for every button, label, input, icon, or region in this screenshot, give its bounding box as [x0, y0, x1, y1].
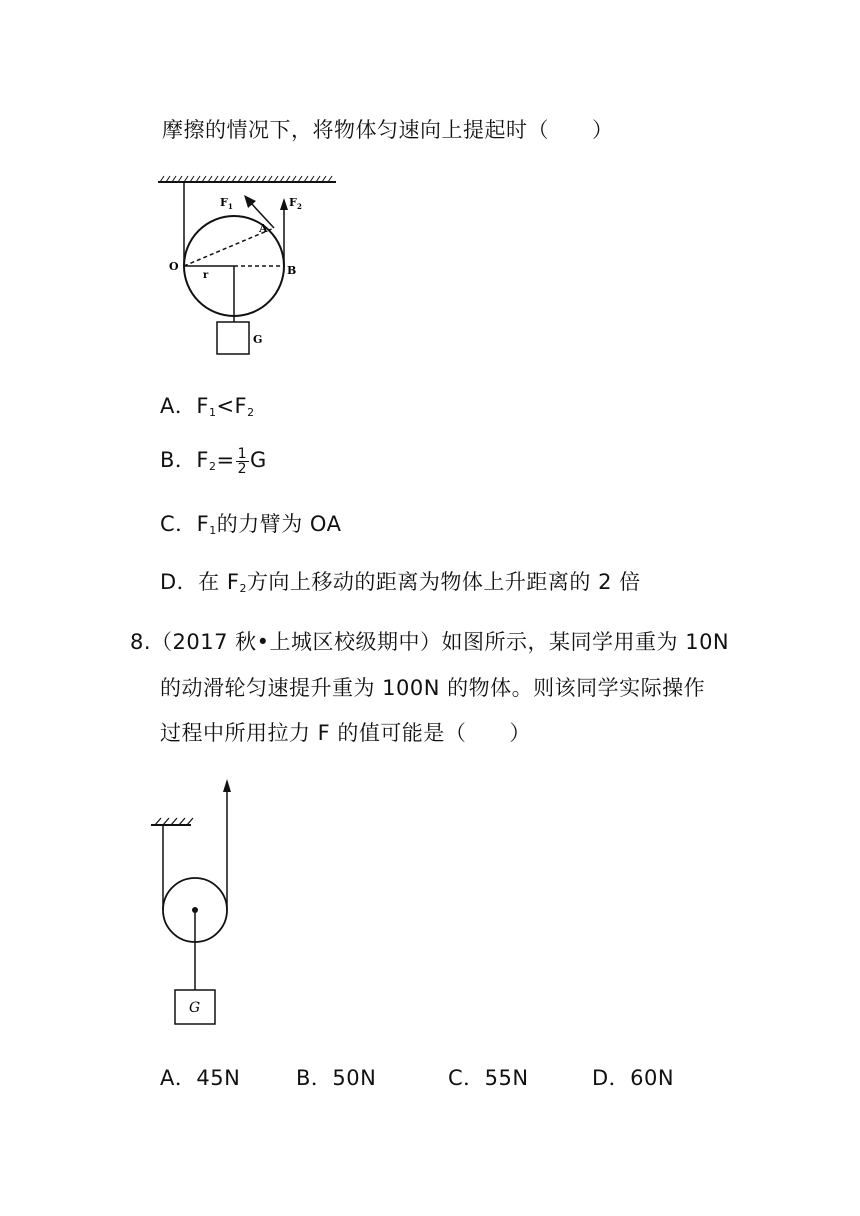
- q8-option-d[interactable]: D．60N: [592, 1066, 675, 1090]
- q8-option-b[interactable]: B．50N: [296, 1066, 377, 1090]
- ceiling: [158, 176, 336, 182]
- q7-option-c[interactable]: C．$F_1$的力臂为 OA: [160, 512, 342, 537]
- f2-arrowhead: [280, 198, 288, 210]
- q8-movable-pulley-diagram: [145, 775, 255, 1035]
- label-b: B: [287, 264, 297, 277]
- load-block: [217, 322, 249, 354]
- ceiling: [151, 818, 193, 825]
- q8-option-a[interactable]: A．45N: [160, 1066, 241, 1090]
- pull-arrowhead: [223, 779, 231, 792]
- q8-stem-line-1: 8.（2017 秋•上城区校级期中）如图所示，某同学用重为 10N: [130, 630, 730, 654]
- q8-stem-line-3: 过程中所用拉力 F 的值可能是（ ）: [160, 721, 531, 745]
- label-f2: F: [289, 196, 297, 209]
- label-g: G: [253, 333, 263, 346]
- q8-option-c[interactable]: C．55N: [448, 1066, 529, 1090]
- label-g: G: [189, 1000, 201, 1016]
- label-f2-sub: 2: [297, 202, 302, 211]
- label-f1: F: [220, 196, 228, 209]
- fraction: $\frac{1}{2}$: [237, 445, 248, 477]
- label-a: A: [259, 222, 268, 235]
- q7-option-d[interactable]: D．在 $F_2$方向上移动的距离为物体上升距离的 2 倍: [160, 570, 641, 595]
- q7-option-b[interactable]: B．$F_2=$ $\frac{1}{2}$ G: [160, 445, 267, 477]
- q8-stem-line-2: 的动滑轮匀速提升重为 100N 的物体。则该同学实际操作: [160, 676, 706, 700]
- q7-stem-line: 摩擦的情况下，将物体匀速向上提起时（ ）: [162, 118, 614, 142]
- label-r: r: [203, 270, 209, 281]
- label-f1-sub: 1: [228, 202, 233, 211]
- q7-pulley-diagram: [150, 170, 350, 370]
- label-o: O: [169, 260, 179, 273]
- q7-option-a[interactable]: A．$F_1<F_2$: [160, 394, 255, 419]
